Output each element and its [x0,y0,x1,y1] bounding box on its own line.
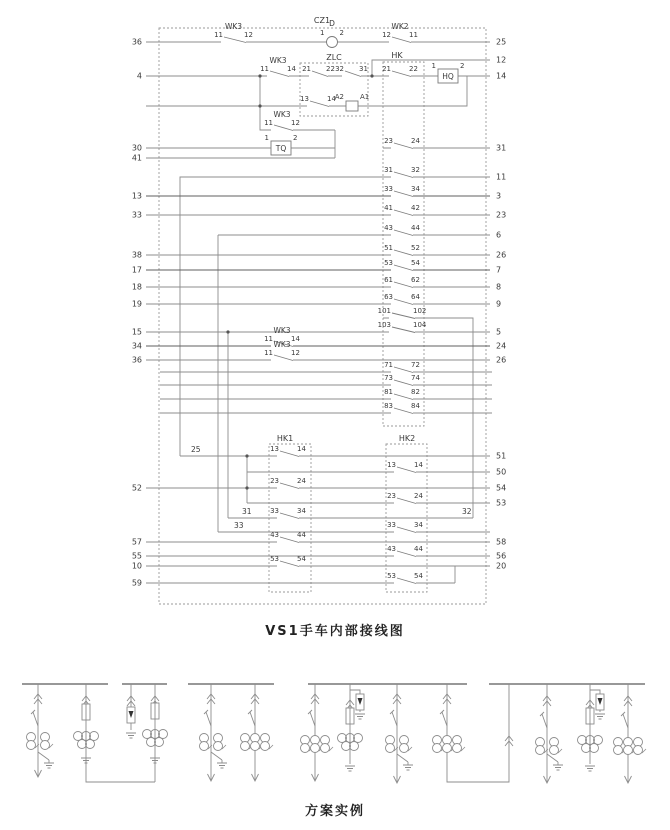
svg-text:31: 31 [359,65,368,73]
svg-text:6: 6 [496,230,502,240]
svg-text:23: 23 [496,210,507,220]
svg-text:72: 72 [411,361,420,369]
svg-text:1: 1 [264,134,269,142]
svg-text:1: 1 [320,29,325,37]
svg-text:12: 12 [244,31,253,39]
svg-text:63: 63 [384,293,393,301]
svg-text:32: 32 [411,166,420,174]
svg-text:62: 62 [411,276,420,284]
svg-text:22: 22 [409,65,418,73]
svg-text:21: 21 [302,65,311,73]
svg-text:54: 54 [411,259,420,267]
svg-text:17: 17 [131,265,142,275]
svg-text:36: 36 [131,355,142,365]
svg-text:23: 23 [387,492,396,500]
svg-text:2: 2 [460,62,465,70]
svg-text:56: 56 [496,551,507,561]
svg-text:25: 25 [496,37,507,47]
svg-text:36: 36 [131,37,142,47]
svg-text:53: 53 [387,572,396,580]
svg-text:11: 11 [260,65,269,73]
svg-text:24: 24 [496,341,507,351]
svg-text:54: 54 [496,483,507,493]
svg-text:11: 11 [264,119,273,127]
svg-text:59: 59 [131,578,142,588]
svg-text:44: 44 [411,224,420,232]
svg-text:43: 43 [270,531,279,539]
wiring-diagram-title: VS1手车内部接线图 [265,624,405,639]
svg-text:HK1: HK1 [276,434,294,443]
svg-text:24: 24 [414,492,423,500]
svg-text:33: 33 [384,185,393,193]
svg-text:7: 7 [496,265,502,275]
svg-text:WK3: WK3 [273,326,291,335]
svg-text:14: 14 [496,71,507,81]
svg-text:HK: HK [391,51,403,60]
svg-text:43: 43 [384,224,393,232]
svg-text:23: 23 [270,477,279,485]
svg-text:61: 61 [384,276,393,284]
svg-text:31: 31 [496,143,507,153]
svg-text:32: 32 [335,65,344,73]
svg-text:HQ: HQ [442,71,454,81]
svg-text:8: 8 [496,282,502,292]
svg-text:WK3: WK3 [273,110,291,119]
svg-text:HK2: HK2 [398,434,416,443]
svg-text:41: 41 [131,153,142,163]
svg-text:64: 64 [411,293,420,301]
svg-text:11: 11 [214,31,223,39]
svg-text:38: 38 [131,250,142,260]
svg-text:51: 51 [384,244,393,252]
svg-text:21: 21 [382,65,391,73]
svg-text:30: 30 [131,143,142,153]
svg-text:24: 24 [411,137,420,145]
svg-text:14: 14 [327,95,336,103]
svg-text:25: 25 [191,445,201,454]
svg-text:3: 3 [496,191,502,201]
svg-text:14: 14 [287,65,296,73]
svg-text:104: 104 [413,321,427,329]
svg-text:81: 81 [384,388,393,396]
svg-text:14: 14 [414,461,423,469]
svg-text:D: D [329,19,335,28]
svg-text:33: 33 [234,521,244,530]
svg-text:41: 41 [384,204,393,212]
svg-text:11: 11 [264,349,273,357]
svg-text:84: 84 [411,402,420,410]
svg-text:33: 33 [270,507,279,515]
svg-text:13: 13 [270,445,279,453]
svg-text:TQ: TQ [275,143,287,153]
svg-text:51: 51 [496,451,507,461]
svg-text:14: 14 [291,335,300,343]
svg-text:53: 53 [270,555,279,563]
svg-text:34: 34 [297,507,306,515]
svg-text:32: 32 [462,507,472,516]
svg-text:54: 54 [297,555,306,563]
svg-text:57: 57 [131,537,142,547]
svg-text:33: 33 [131,210,142,220]
svg-text:50: 50 [496,467,507,477]
svg-text:11: 11 [409,31,418,39]
svg-text:12: 12 [382,31,391,39]
svg-text:58: 58 [496,537,507,547]
svg-text:101: 101 [377,307,391,315]
svg-text:54: 54 [414,572,423,580]
svg-text:13: 13 [131,191,142,201]
svg-text:12: 12 [496,55,507,65]
svg-text:A2: A2 [334,93,344,101]
svg-text:23: 23 [384,137,393,145]
svg-text:55: 55 [131,551,142,561]
svg-text:42: 42 [411,204,420,212]
svg-text:31: 31 [242,507,252,516]
svg-text:52: 52 [411,244,420,252]
svg-text:74: 74 [411,374,420,382]
svg-text:4: 4 [136,71,142,81]
svg-text:26: 26 [496,250,507,260]
svg-text:44: 44 [414,545,423,553]
svg-text:1: 1 [431,62,436,70]
svg-text:5: 5 [496,327,502,337]
scheme-examples-title: 方案实例 [304,804,365,819]
svg-text:15: 15 [131,327,142,337]
svg-text:20: 20 [496,561,507,571]
svg-text:34: 34 [131,341,142,351]
svg-text:44: 44 [297,531,306,539]
svg-text:WK3: WK3 [269,56,287,65]
svg-text:11: 11 [496,172,507,182]
svg-text:CZ1: CZ1 [313,16,331,25]
svg-text:10: 10 [131,561,142,571]
svg-text:22: 22 [326,65,335,73]
svg-text:WK3: WK3 [273,340,291,349]
svg-text:53: 53 [496,498,507,508]
svg-text:24: 24 [297,477,306,485]
svg-text:73: 73 [384,374,393,382]
svg-text:ZLC: ZLC [326,53,342,62]
svg-text:33: 33 [387,521,396,529]
svg-text:18: 18 [131,282,142,292]
svg-text:26: 26 [496,355,507,365]
svg-text:13: 13 [387,461,396,469]
svg-text:11: 11 [264,335,273,343]
svg-text:102: 102 [413,307,427,315]
svg-text:14: 14 [297,445,306,453]
svg-text:43: 43 [387,545,396,553]
svg-text:12: 12 [291,349,300,357]
svg-text:2: 2 [293,134,298,142]
svg-text:13: 13 [300,95,309,103]
svg-text:12: 12 [291,119,300,127]
svg-text:34: 34 [414,521,423,529]
svg-text:34: 34 [411,185,420,193]
svg-text:103: 103 [377,321,391,329]
svg-text:2: 2 [339,29,344,37]
svg-text:A1: A1 [360,93,370,101]
svg-text:WK2: WK2 [391,22,409,31]
svg-text:31: 31 [384,166,393,174]
svg-text:82: 82 [411,388,420,396]
svg-text:9: 9 [496,299,502,309]
svg-text:53: 53 [384,259,393,267]
svg-text:83: 83 [384,402,393,410]
svg-text:71: 71 [384,361,393,369]
svg-text:52: 52 [131,483,142,493]
svg-text:WK3: WK3 [224,22,243,31]
svg-text:19: 19 [131,299,142,309]
